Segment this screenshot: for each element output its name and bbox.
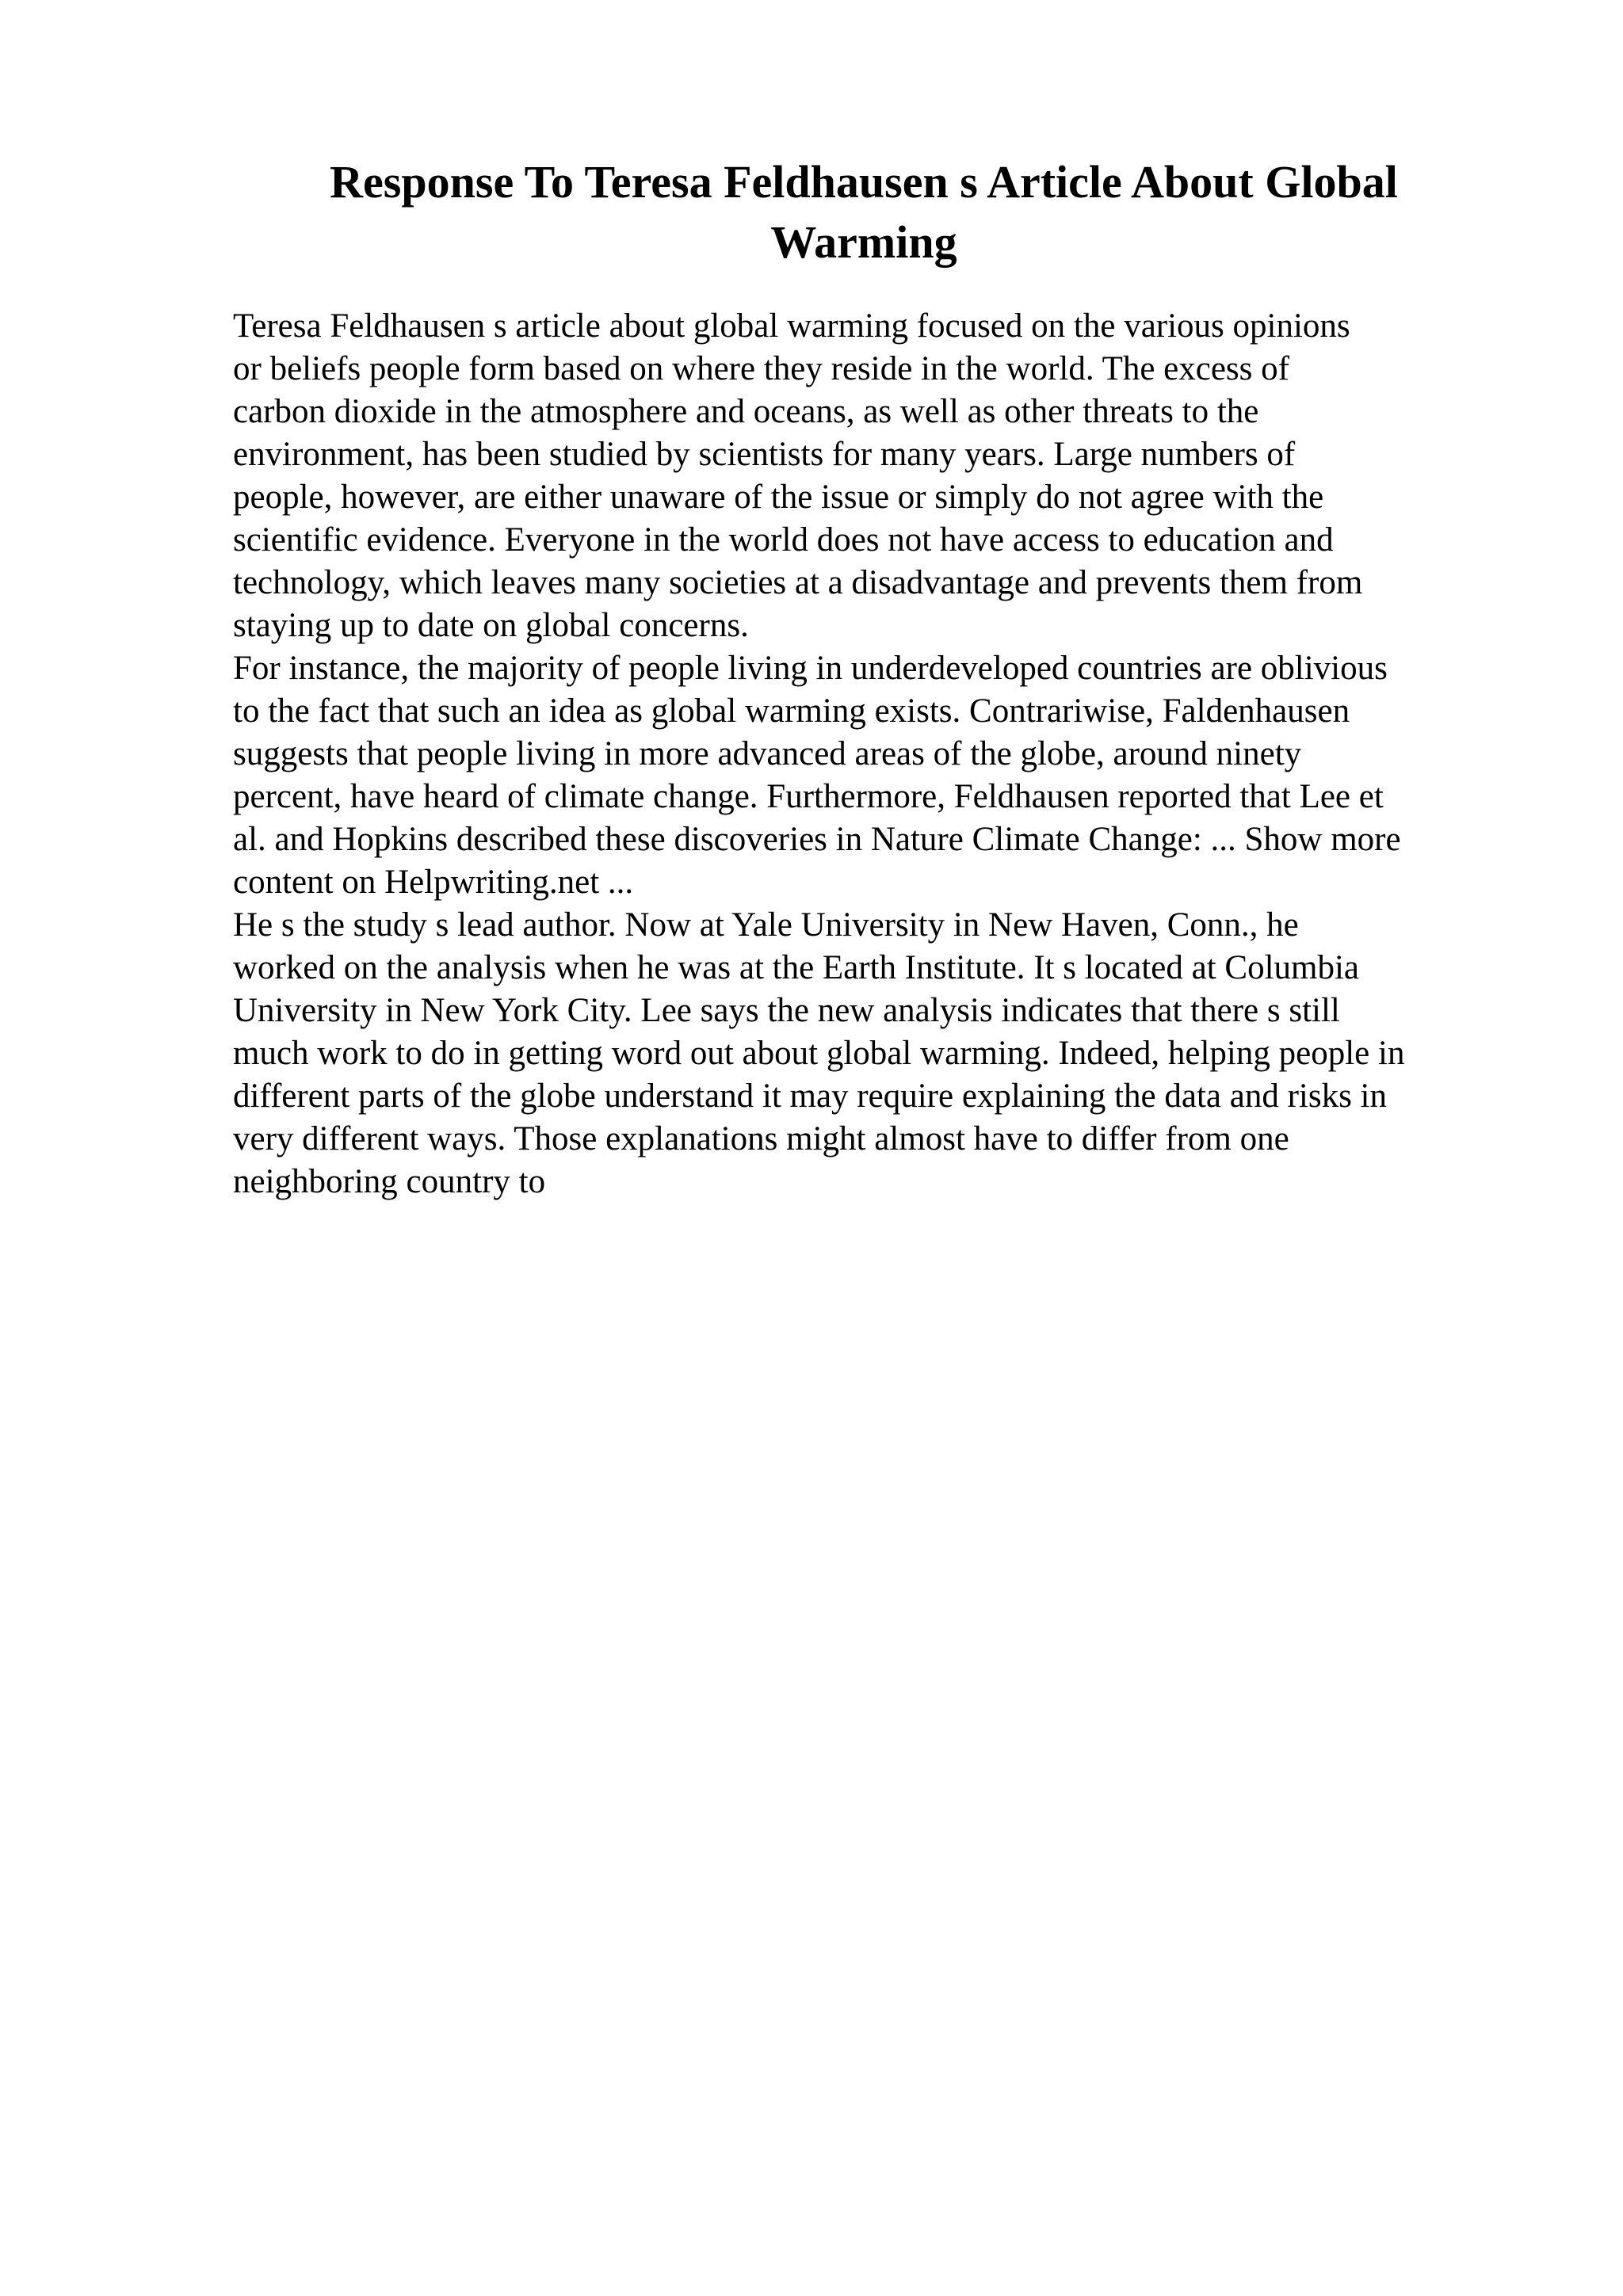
text-line: carbon dioxide in the atmosphere and oceans, as well as other threats to the <box>233 393 1259 430</box>
text-line: neighboring country to <box>233 1163 546 1200</box>
text-line: to the fact that such an idea as global warming exists. Contrariwise, Faldenhausen <box>233 692 1350 730</box>
text-line: Teresa Feldhausen s article about global warming focused on the various opinions <box>233 307 1350 345</box>
document-title <box>230 152 1498 273</box>
paragraph-2 <box>233 647 1517 904</box>
text-line: staying up to date on global concerns. <box>233 607 749 644</box>
document-body <box>233 305 1517 1203</box>
text-line: He s the study s lead author. Now at Yale University in New Haven, Conn., he <box>233 906 1299 944</box>
text-line: percent, have heard of climate change. Furthermore, Feldhausen reported that Lee et <box>233 778 1384 815</box>
text-line: content on Helpwriting.net ... <box>233 864 634 901</box>
text-line: or beliefs people form based on where they reside in the world. The excess of <box>233 350 1289 387</box>
text-line: very different ways. Those explanations might almost have to differ from one <box>233 1120 1289 1158</box>
text-line: worked on the analysis when he was at the Earth Institute. It s located at Columbia <box>233 949 1360 986</box>
text-line: suggests that people living in more advanced areas of the globe, around ninety <box>233 735 1302 772</box>
text-line: much work to do in getting word out about global warming. Indeed, helping people in <box>233 1035 1405 1072</box>
text-line: For instance, the majority of people living in underdeveloped countries are oblivious <box>233 650 1388 687</box>
paragraph-3 <box>233 904 1517 1203</box>
title-line: Warming <box>770 216 957 268</box>
text-line: environment, has been studied by scientists for many years. Large numbers of <box>233 436 1296 473</box>
text-line: al. and Hopkins described these discoveries in Nature Climate Change: ... Show more <box>233 821 1401 858</box>
text-line: technology, which leaves many societies at a disadvantage and prevents them from <box>233 564 1363 601</box>
text-line: people, however, are either unaware of the issue or simply do not agree with the <box>233 479 1324 516</box>
text-line: scientific evidence. Everyone in the world does not have access to education and <box>233 521 1334 559</box>
text-line: different parts of the globe understand it may require explaining the data and risks in <box>233 1077 1387 1115</box>
title-line: Response To Teresa Feldhausen s Article About Global <box>330 156 1398 208</box>
paragraph-1 <box>233 305 1517 647</box>
text-line: University in New York City. Lee says the new analysis indicates that there s still <box>233 992 1340 1029</box>
